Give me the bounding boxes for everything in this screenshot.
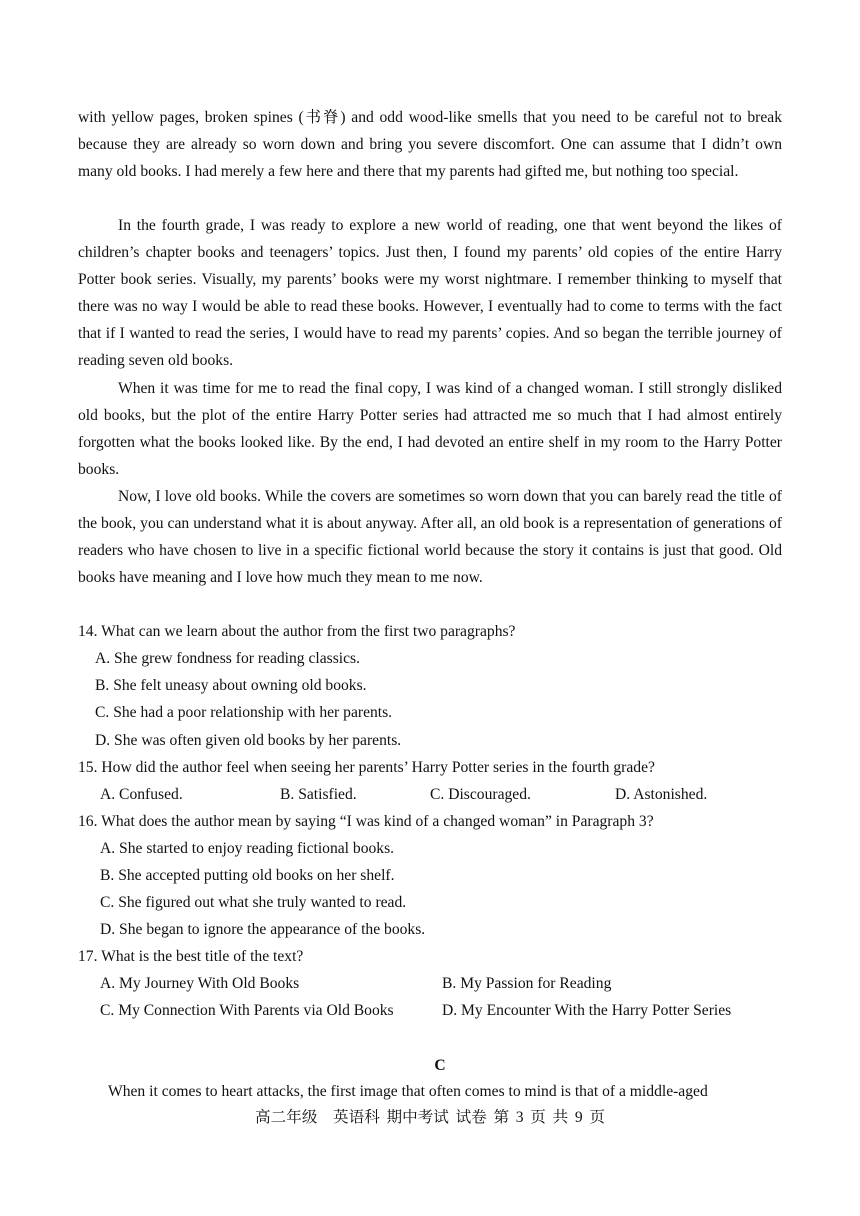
question-16-option-a: A. She started to enjoy reading fictional books. xyxy=(100,840,395,857)
question-17-option-c: C. My Connection With Parents via Old Books xyxy=(100,1002,394,1019)
question-14-option-a: A. She grew fondness for reading classics. xyxy=(95,650,361,667)
question-17-option-a: A. My Journey With Old Books xyxy=(100,975,300,992)
passage-b-paragraph-4: Now, I love old books. While the covers are sometimes so worn down that you can barely read the title of the book, you can understand what it is about anyway. After all, an old book is a representation of generations of readers who have chosen to live in a specific fictional world because the story it contains is just that good. Old books have meaning and I love how much they mean to me now. xyxy=(78,488,782,587)
passage-b-paragraph-3: When it was time for me to read the final copy, I was kind of a changed woman. I still strongly disliked old books, but the plot of the entire Harry Potter series had attracted me so much that I had almost entirely forgotten what the books looked like. By the end, I had devoted an entire shelf in my room to the Harry Potter books. xyxy=(78,380,782,479)
question-14-option-c: C. She had a poor relationship with her parents. xyxy=(95,704,393,721)
question-14-option-d: D. She was often given old books by her parents. xyxy=(95,732,402,749)
question-17-stem: 17. What is the best title of the text? xyxy=(78,948,304,965)
passage-c-first-line: When it comes to heart attacks, the first image that often comes to mind is that of a middle-aged xyxy=(108,1083,708,1100)
question-14-option-b: B. She felt uneasy about owning old books. xyxy=(95,677,367,694)
question-15-option-a: A. Confused. xyxy=(100,786,183,803)
question-15-option-c: C. Discouraged. xyxy=(430,786,531,803)
question-16-stem: 16. What does the author mean by saying “I was kind of a changed woman” in Paragraph 3? xyxy=(78,813,654,830)
passage-c-heading: C xyxy=(434,1057,446,1074)
question-17-option-d: D. My Encounter With the Harry Potter Series xyxy=(442,1002,732,1019)
question-16-option-d: D. She began to ignore the appearance of the books. xyxy=(100,921,426,938)
question-16-option-b: B. She accepted putting old books on her shelf. xyxy=(100,867,395,884)
question-15-option-d: D. Astonished. xyxy=(615,786,708,803)
passage-b-paragraph-2: In the fourth grade, I was ready to explore a new world of reading, one that went beyond the likes of children’s chapter books and teenagers’ topics. Just then, I found my parents’ old copies of the entire Harry Potter book series. Visually, my parents’ books were my worst nightmare. I remember thinking to myself that there was no way I would be able to read these books. However, I eventually had to come to terms with the fact that if I wanted to read the series, I would have to read my parents’ copies. And so began the terrible journey of reading seven old books. xyxy=(78,217,782,370)
passage-b-paragraph-1-tail: with yellow pages, broken spines (书脊) and odd wood-like smells that you need to be careful not to break because they are already so worn down and bring you severe discomfort. One can assume that I didn’t own many old books. I had merely a few here and there that my parents had gifted me, but nothing too special. xyxy=(78,109,782,181)
question-15-stem: 15. How did the author feel when seeing her parents’ Harry Potter series in the fourth grade? xyxy=(78,759,655,776)
page-footer: 高二年级 英语科 期中考试 试卷 第 3 页 共 9 页 xyxy=(255,1109,605,1126)
question-16-option-c: C. She figured out what she truly wanted to read. xyxy=(100,894,407,911)
question-17-option-b: B. My Passion for Reading xyxy=(442,975,612,992)
question-14-stem: 14. What can we learn about the author from the first two paragraphs? xyxy=(78,623,516,640)
question-15-option-b: B. Satisfied. xyxy=(280,786,357,803)
